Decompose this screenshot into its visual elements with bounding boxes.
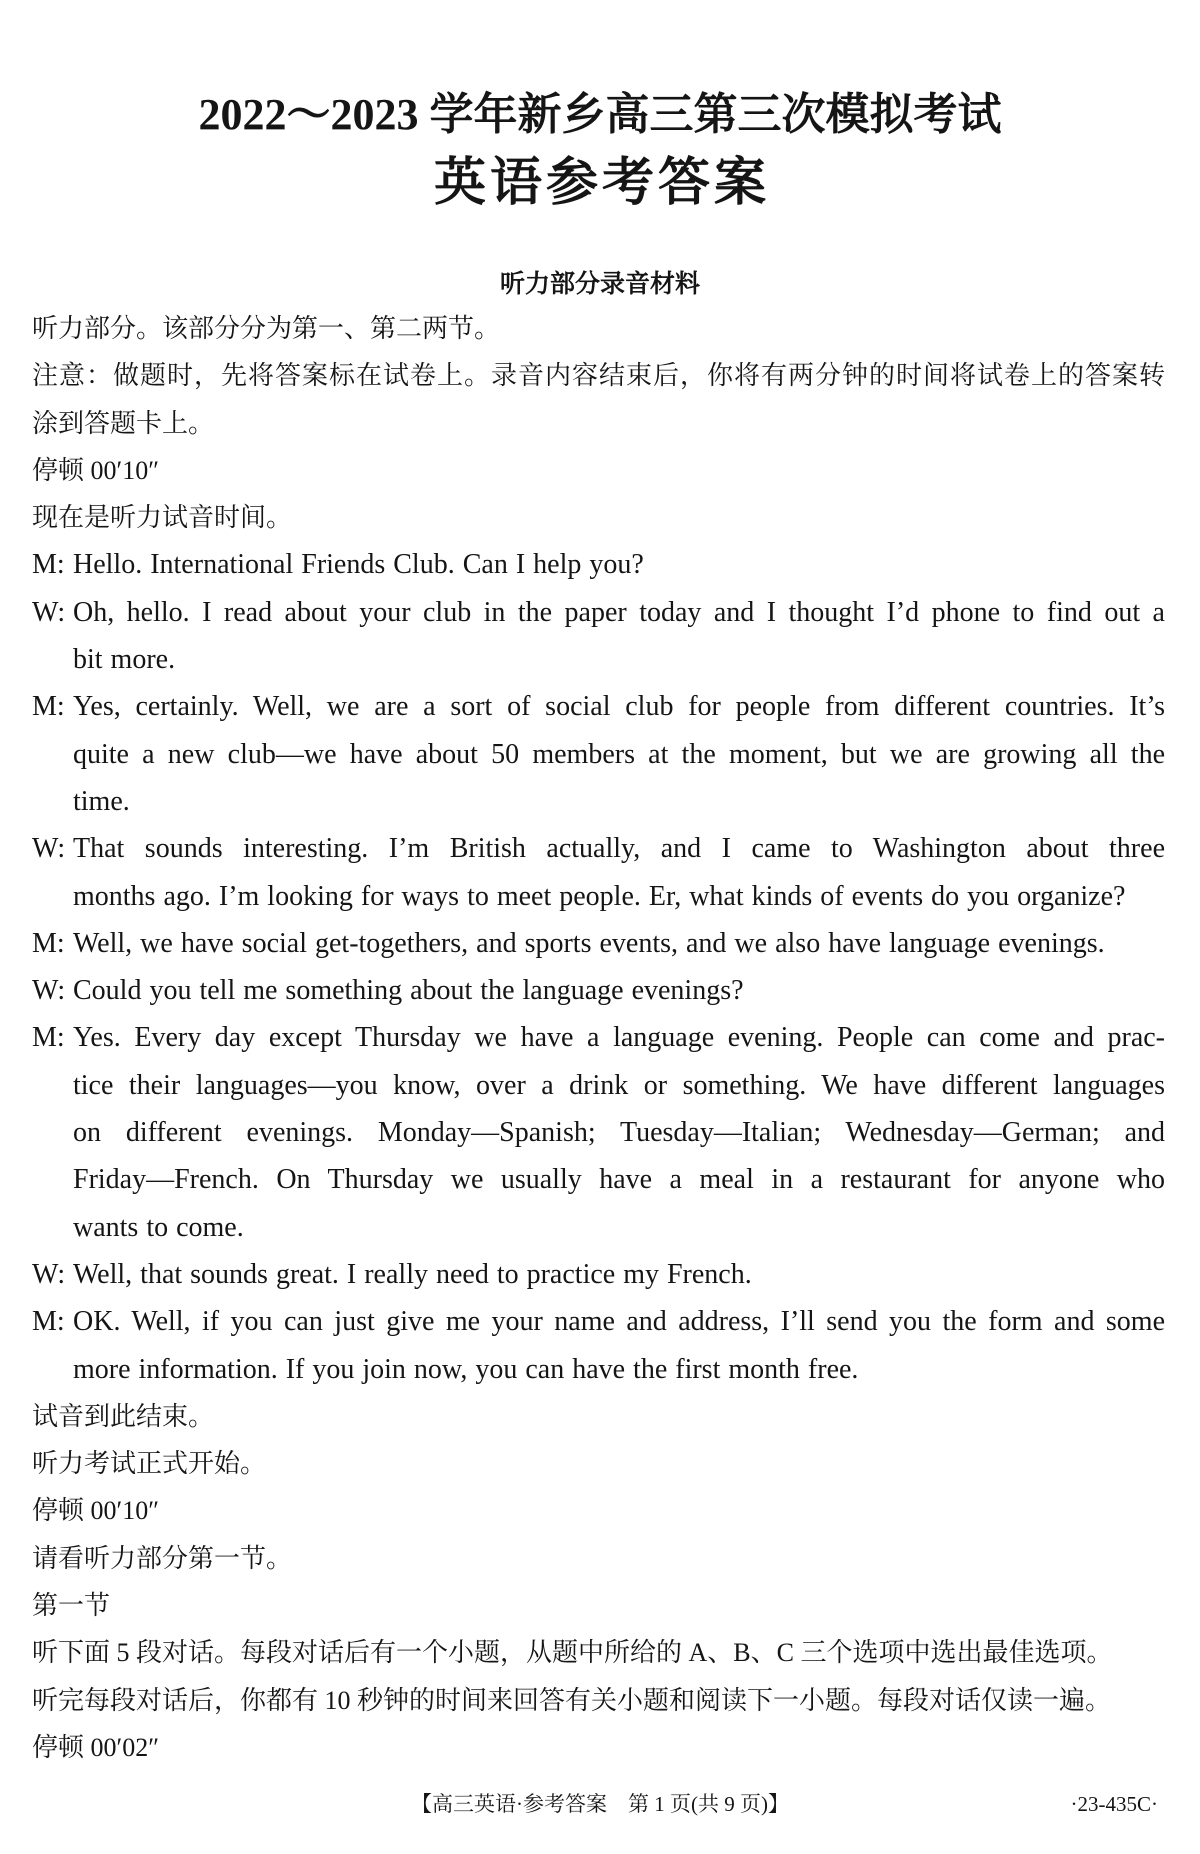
line-text: 试音到此结束。: [32, 1401, 215, 1431]
line-text: time.: [73, 785, 130, 817]
line-text: Friday—French. On Thursday we usually have a meal in a restaurant for anyone who: [73, 1164, 1165, 1196]
text-line: [32, 1251, 1165, 1298]
line-text: on different evenings. Monday—Spanish; Tuesday—Italian; Wednesday—German; and: [73, 1117, 1165, 1149]
instruction-paragraph: [32, 1393, 1165, 1440]
line-text: 听下面 5 段对话。每段对话后有一个小题，从题中所给的 A、B、C 三个选项中选出最佳选项。: [32, 1638, 1113, 1668]
line-text: Could you tell me something about the language evenings?: [73, 975, 744, 1007]
speaker-label: M:: [32, 1306, 65, 1338]
text-line: [32, 920, 1165, 967]
line-text: That sounds interesting. I’m British actually, and I came to Washington about three: [73, 833, 1165, 865]
line-text: 听力部分。该部分分为第一、第二两节。: [32, 314, 501, 343]
line-text: Oh, hello. I read about your club in the paper today and I thought I’d phone to find out a: [73, 596, 1165, 628]
line-text: quite a new club—we have about 50 members at the moment, but we are growing all the: [73, 738, 1165, 770]
page-footer-label: 【高三英语·参考答案 第 1 页(共 9 页)】: [411, 1792, 789, 1816]
instruction-paragraph: [32, 1440, 1165, 1487]
instruction-paragraph: [32, 1629, 1165, 1676]
instruction-paragraph: [32, 1677, 1165, 1724]
text-line: [32, 352, 1165, 399]
line-text: wants to come.: [73, 1211, 244, 1243]
section-heading: 听力部分录音材料: [499, 269, 700, 298]
speaker-label: M:: [32, 549, 65, 581]
line-text: Well, that sounds great. I really need to practice my French.: [73, 1258, 752, 1290]
line-text: tice their languages—you know, over a drink or something. We have different languages: [73, 1069, 1165, 1101]
text-line: [32, 541, 1165, 588]
text-line: [32, 1062, 1165, 1109]
speaker-label: M:: [32, 1022, 65, 1054]
text-line: [32, 731, 1165, 778]
dialogue-turn: [32, 967, 1165, 1014]
line-text: 停顿 00′10″: [32, 1496, 160, 1526]
speaker-label: W:: [32, 975, 66, 1007]
line-text: 注意：做题时，先将答案标在试卷上。录音内容结束后，你将有两分钟的时间将试卷上的答案转: [32, 361, 1165, 391]
text-line: [32, 1393, 1165, 1440]
instruction-paragraph: [32, 447, 1165, 494]
text-line: [32, 494, 1165, 541]
line-text: Well, we have social get-togethers, and sports events, and we also have language evenings.: [73, 927, 1105, 959]
speaker-label: M:: [32, 927, 65, 959]
text-line: [32, 1346, 1165, 1393]
text-line: [32, 1629, 1165, 1676]
line-text: months ago. I’m looking for ways to meet people. Er, what kinds of events do you organize?: [73, 880, 1126, 912]
text-line: [32, 1724, 1165, 1771]
document-code: ·23-435C·: [1070, 1792, 1158, 1816]
line-text: 第一节: [32, 1591, 111, 1621]
instruction-paragraph: [32, 1724, 1165, 1771]
dialogue-turn: [32, 1014, 1165, 1250]
line-text: Hello. International Friends Club. Can I help you?: [73, 549, 644, 581]
instruction-paragraph: [32, 305, 1165, 352]
line-text: 停顿 00′10″: [32, 455, 160, 485]
line-text: 涂到答题卡上。: [32, 408, 215, 438]
text-line: [32, 1014, 1165, 1061]
listening-script: [32, 305, 1165, 1771]
text-line: [32, 1487, 1165, 1534]
speaker-label: W:: [32, 596, 66, 628]
text-line: [32, 400, 1165, 447]
answer-key-title: 英语参考答案: [433, 153, 770, 213]
text-line: [32, 1204, 1165, 1251]
text-line: [32, 1109, 1165, 1156]
text-line: [32, 873, 1165, 920]
text-line: [32, 825, 1165, 872]
text-line: [32, 1156, 1165, 1203]
speaker-label: M:: [32, 691, 65, 723]
text-line: [32, 636, 1165, 683]
text-line: [32, 1677, 1165, 1724]
dialogue-turn: [32, 683, 1165, 825]
text-line: [32, 447, 1165, 494]
dialogue-turn: [32, 825, 1165, 920]
text-line: [32, 778, 1165, 825]
line-text: more information. If you join now, you can have the first month free.: [73, 1353, 859, 1385]
exam-title: 2022～2023 学年新乡高三第三次模拟考试: [198, 90, 1002, 139]
instruction-paragraph: [32, 1487, 1165, 1534]
instruction-paragraph: [32, 1535, 1165, 1582]
line-text: Yes. Every day except Thursday we have a language evening. People can come and prac-: [73, 1022, 1165, 1054]
speaker-label: W:: [32, 1258, 66, 1290]
dialogue-turn: [32, 1251, 1165, 1298]
instruction-paragraph: [32, 1582, 1165, 1629]
text-line: [32, 589, 1165, 636]
dialogue-turn: [32, 541, 1165, 588]
dialogue-turn: [32, 589, 1165, 684]
dialogue-turn: [32, 1298, 1165, 1393]
line-text: 停顿 00′02″: [32, 1732, 160, 1762]
text-line: [32, 1440, 1165, 1487]
text-line: [32, 683, 1165, 730]
speaker-label: W:: [32, 833, 66, 865]
text-line: [32, 967, 1165, 1014]
line-text: Yes, certainly. Well, we are a sort of social club for people from different countries. It’s: [73, 691, 1165, 723]
text-line: [32, 1535, 1165, 1582]
text-line: [32, 305, 1165, 352]
dialogue-turn: [32, 920, 1165, 967]
line-text: 现在是听力试音时间。: [32, 503, 293, 533]
text-line: [32, 1582, 1165, 1629]
line-text: 听完每段对话后，你都有 10 秒钟的时间来回答有关小题和阅读下一小题。每段对话仅读一遍。: [32, 1685, 1112, 1715]
line-text: OK. Well, if you can just give me your name and address, I’ll send you the form and some: [73, 1306, 1165, 1338]
instruction-paragraph: [32, 494, 1165, 541]
text-line: [32, 1298, 1165, 1345]
line-text: 请看听力部分第一节。: [32, 1543, 293, 1573]
instruction-paragraph: [32, 352, 1165, 447]
line-text: 听力考试正式开始。: [32, 1449, 267, 1479]
line-text: bit more.: [73, 644, 176, 676]
